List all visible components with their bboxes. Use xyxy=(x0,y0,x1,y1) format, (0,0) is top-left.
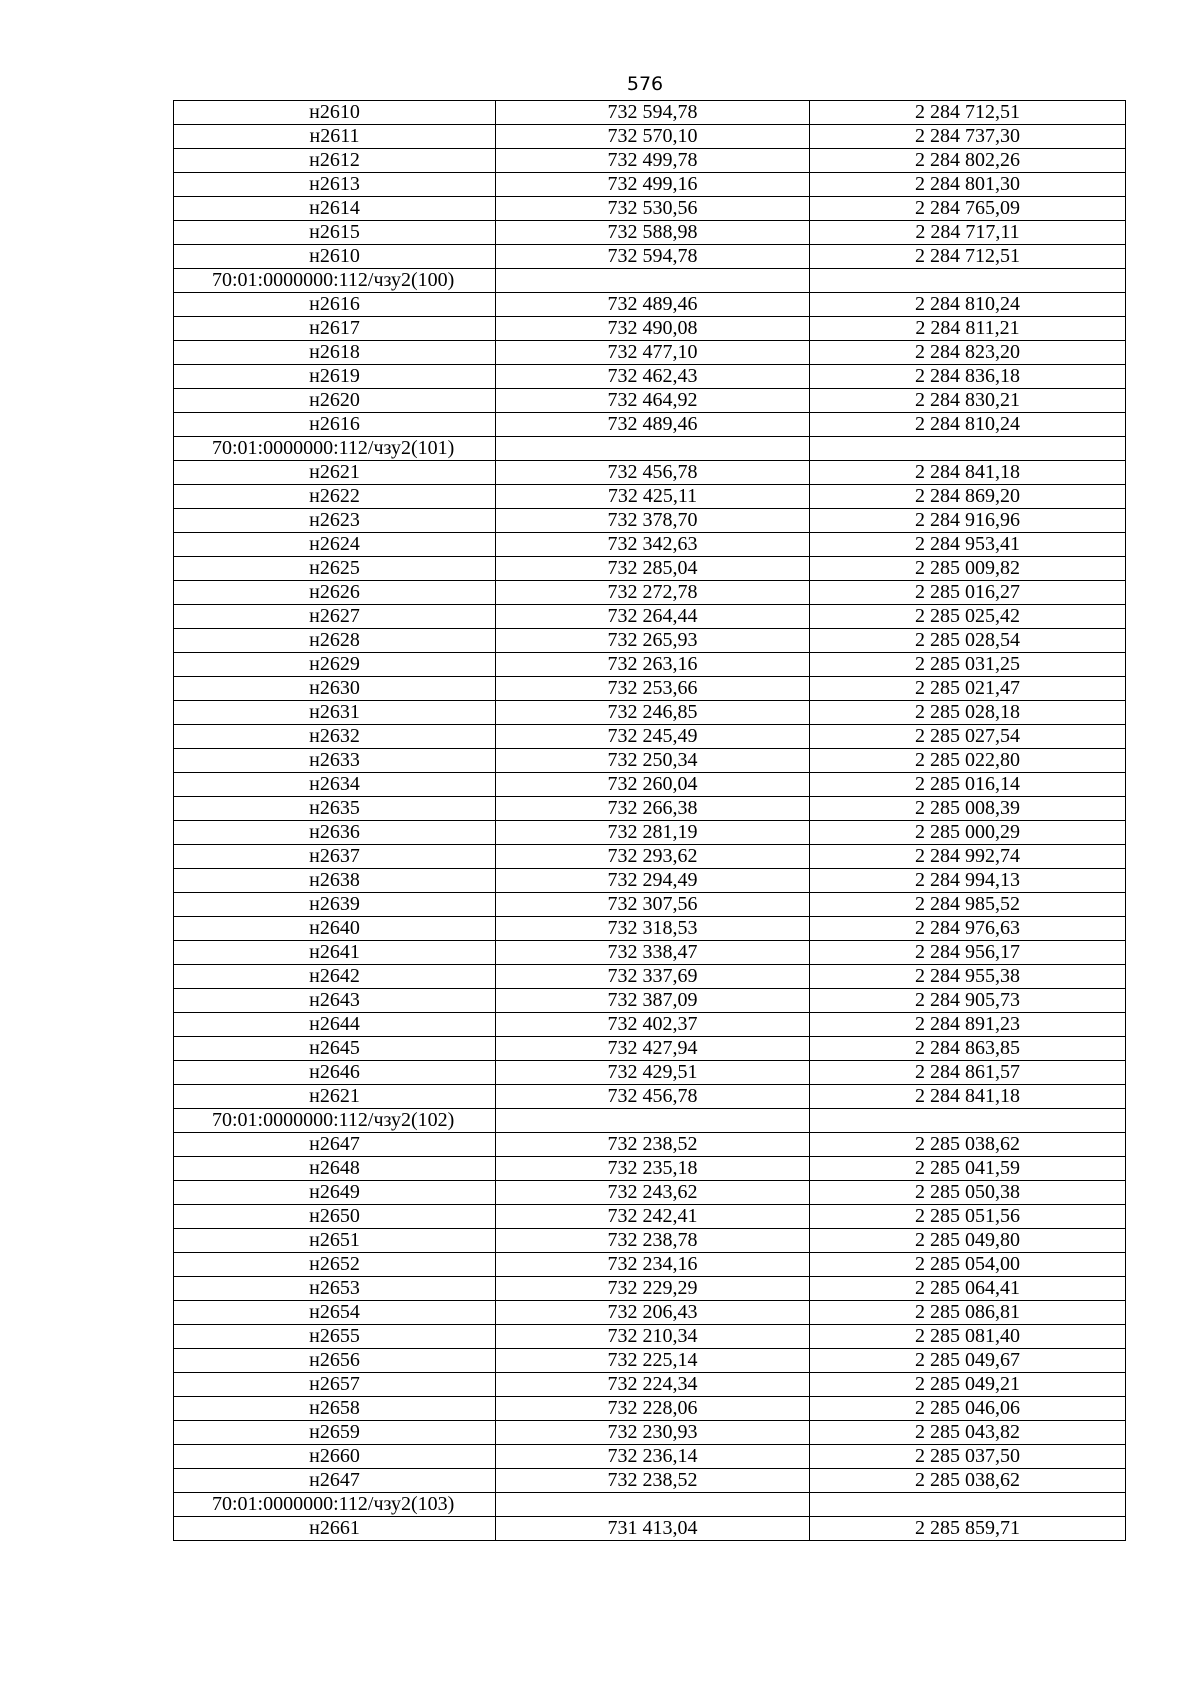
table-row xyxy=(174,173,1126,197)
x-coordinate-cell: 732 293,62 xyxy=(496,845,810,869)
y-coordinate-cell: 2 285 016,27 xyxy=(810,581,1126,605)
x-coordinate-cell: 732 477,10 xyxy=(496,341,810,365)
x-coordinate-cell: 732 594,78 xyxy=(496,101,810,125)
point-name-cell: н2650 xyxy=(174,1205,496,1229)
table-row xyxy=(174,1205,1126,1229)
x-coordinate-cell: 732 281,19 xyxy=(496,821,810,845)
empty-cell xyxy=(496,1109,810,1133)
x-coordinate-cell: 732 238,78 xyxy=(496,1229,810,1253)
x-coordinate-cell: 732 264,44 xyxy=(496,605,810,629)
table-row xyxy=(174,1517,1126,1541)
y-coordinate-cell: 2 285 086,81 xyxy=(810,1301,1126,1325)
y-coordinate-cell: 2 285 054,00 xyxy=(810,1253,1126,1277)
table-row xyxy=(174,1157,1126,1181)
y-coordinate-cell: 2 285 050,38 xyxy=(810,1181,1126,1205)
point-name-cell: н2619 xyxy=(174,365,496,389)
x-coordinate-cell: 732 530,56 xyxy=(496,197,810,221)
table-row xyxy=(174,725,1126,749)
point-name-cell: н2655 xyxy=(174,1325,496,1349)
x-coordinate-cell: 732 285,04 xyxy=(496,557,810,581)
x-coordinate-cell: 731 413,04 xyxy=(496,1517,810,1541)
table-row xyxy=(174,1469,1126,1493)
empty-cell xyxy=(496,269,810,293)
y-coordinate-cell: 2 284 802,26 xyxy=(810,149,1126,173)
section-header-row xyxy=(174,1109,1126,1133)
y-coordinate-cell: 2 285 028,54 xyxy=(810,629,1126,653)
point-name-cell: н2649 xyxy=(174,1181,496,1205)
x-coordinate-cell: 732 490,08 xyxy=(496,317,810,341)
x-coordinate-cell: 732 245,49 xyxy=(496,725,810,749)
x-coordinate-cell: 732 243,62 xyxy=(496,1181,810,1205)
point-name-cell: н2623 xyxy=(174,509,496,533)
empty-cell xyxy=(810,437,1126,461)
y-coordinate-cell: 2 285 028,18 xyxy=(810,701,1126,725)
point-name-cell: н2641 xyxy=(174,941,496,965)
x-coordinate-cell: 732 337,69 xyxy=(496,965,810,989)
x-coordinate-cell: 732 238,52 xyxy=(496,1133,810,1157)
y-coordinate-cell: 2 285 022,80 xyxy=(810,749,1126,773)
y-coordinate-cell: 2 284 916,96 xyxy=(810,509,1126,533)
point-name-cell: н2651 xyxy=(174,1229,496,1253)
y-coordinate-cell: 2 284 953,41 xyxy=(810,533,1126,557)
section-title: 70:01:0000000:112/чзу2(101) xyxy=(174,437,496,461)
table-row xyxy=(174,629,1126,653)
table-row xyxy=(174,341,1126,365)
table-row xyxy=(174,1181,1126,1205)
x-coordinate-cell: 732 588,98 xyxy=(496,221,810,245)
y-coordinate-cell: 2 284 861,57 xyxy=(810,1061,1126,1085)
y-coordinate-cell: 2 284 985,52 xyxy=(810,893,1126,917)
y-coordinate-cell: 2 285 009,82 xyxy=(810,557,1126,581)
point-name-cell: н2618 xyxy=(174,341,496,365)
x-coordinate-cell: 732 499,78 xyxy=(496,149,810,173)
table-row xyxy=(174,1277,1126,1301)
table-row xyxy=(174,1349,1126,1373)
x-coordinate-cell: 732 429,51 xyxy=(496,1061,810,1085)
section-title: 70:01:0000000:112/чзу2(100) xyxy=(174,269,496,293)
y-coordinate-cell: 2 285 049,67 xyxy=(810,1349,1126,1373)
y-coordinate-cell: 2 285 037,50 xyxy=(810,1445,1126,1469)
y-coordinate-cell: 2 284 976,63 xyxy=(810,917,1126,941)
table-row xyxy=(174,1325,1126,1349)
table-row xyxy=(174,485,1126,509)
y-coordinate-cell: 2 285 859,71 xyxy=(810,1517,1126,1541)
y-coordinate-cell: 2 285 025,42 xyxy=(810,605,1126,629)
table-row xyxy=(174,869,1126,893)
x-coordinate-cell: 732 242,41 xyxy=(496,1205,810,1229)
coordinates-table xyxy=(173,100,1126,1541)
table-row xyxy=(174,749,1126,773)
point-name-cell: н2644 xyxy=(174,1013,496,1037)
x-coordinate-cell: 732 318,53 xyxy=(496,917,810,941)
empty-cell xyxy=(810,269,1126,293)
table-row xyxy=(174,773,1126,797)
x-coordinate-cell: 732 338,47 xyxy=(496,941,810,965)
table-row xyxy=(174,389,1126,413)
table-row xyxy=(174,149,1126,173)
y-coordinate-cell: 2 285 041,59 xyxy=(810,1157,1126,1181)
y-coordinate-cell: 2 284 994,13 xyxy=(810,869,1126,893)
y-coordinate-cell: 2 284 810,24 xyxy=(810,413,1126,437)
y-coordinate-cell: 2 284 955,38 xyxy=(810,965,1126,989)
table-row xyxy=(174,677,1126,701)
y-coordinate-cell: 2 285 038,62 xyxy=(810,1133,1126,1157)
point-name-cell: н2645 xyxy=(174,1037,496,1061)
x-coordinate-cell: 732 206,43 xyxy=(496,1301,810,1325)
table-row xyxy=(174,581,1126,605)
table-row xyxy=(174,197,1126,221)
x-coordinate-cell: 732 387,09 xyxy=(496,989,810,1013)
x-coordinate-cell: 732 235,18 xyxy=(496,1157,810,1181)
x-coordinate-cell: 732 378,70 xyxy=(496,509,810,533)
y-coordinate-cell: 2 285 008,39 xyxy=(810,797,1126,821)
table-row xyxy=(174,365,1126,389)
page-number: 576 xyxy=(626,73,664,95)
point-name-cell: н2647 xyxy=(174,1133,496,1157)
point-name-cell: н2617 xyxy=(174,317,496,341)
y-coordinate-cell: 2 284 992,74 xyxy=(810,845,1126,869)
y-coordinate-cell: 2 285 046,06 xyxy=(810,1397,1126,1421)
y-coordinate-cell: 2 285 043,82 xyxy=(810,1421,1126,1445)
table-row xyxy=(174,893,1126,917)
x-coordinate-cell: 732 456,78 xyxy=(496,461,810,485)
point-name-cell: н2654 xyxy=(174,1301,496,1325)
point-name-cell: н2621 xyxy=(174,461,496,485)
point-name-cell: н2624 xyxy=(174,533,496,557)
y-coordinate-cell: 2 285 038,62 xyxy=(810,1469,1126,1493)
table-row xyxy=(174,317,1126,341)
table-row xyxy=(174,605,1126,629)
x-coordinate-cell: 732 246,85 xyxy=(496,701,810,725)
y-coordinate-cell: 2 284 830,21 xyxy=(810,389,1126,413)
x-coordinate-cell: 732 224,34 xyxy=(496,1373,810,1397)
table-row xyxy=(174,797,1126,821)
x-coordinate-cell: 732 236,14 xyxy=(496,1445,810,1469)
x-coordinate-cell: 732 499,16 xyxy=(496,173,810,197)
point-name-cell: н2637 xyxy=(174,845,496,869)
point-name-cell: н2621 xyxy=(174,1085,496,1109)
y-coordinate-cell: 2 284 823,20 xyxy=(810,341,1126,365)
table-row xyxy=(174,1421,1126,1445)
y-coordinate-cell: 2 284 863,85 xyxy=(810,1037,1126,1061)
x-coordinate-cell: 732 238,52 xyxy=(496,1469,810,1493)
point-name-cell: н2639 xyxy=(174,893,496,917)
empty-cell xyxy=(810,1493,1126,1517)
x-coordinate-cell: 732 253,66 xyxy=(496,677,810,701)
table-row xyxy=(174,533,1126,557)
y-coordinate-cell: 2 284 737,30 xyxy=(810,125,1126,149)
point-name-cell: н2632 xyxy=(174,725,496,749)
x-coordinate-cell: 732 489,46 xyxy=(496,293,810,317)
table-row xyxy=(174,413,1126,437)
table-row xyxy=(174,1085,1126,1109)
y-coordinate-cell: 2 285 000,29 xyxy=(810,821,1126,845)
point-name-cell: н2616 xyxy=(174,413,496,437)
table-row xyxy=(174,917,1126,941)
point-name-cell: н2612 xyxy=(174,149,496,173)
point-name-cell: н2661 xyxy=(174,1517,496,1541)
point-name-cell: н2660 xyxy=(174,1445,496,1469)
point-name-cell: н2652 xyxy=(174,1253,496,1277)
point-name-cell: н2633 xyxy=(174,749,496,773)
point-name-cell: н2643 xyxy=(174,989,496,1013)
table-row xyxy=(174,821,1126,845)
y-coordinate-cell: 2 285 031,25 xyxy=(810,653,1126,677)
x-coordinate-cell: 732 265,93 xyxy=(496,629,810,653)
x-coordinate-cell: 732 266,38 xyxy=(496,797,810,821)
x-coordinate-cell: 732 228,06 xyxy=(496,1397,810,1421)
coordinates-table-body xyxy=(174,101,1126,1541)
y-coordinate-cell: 2 284 841,18 xyxy=(810,461,1126,485)
x-coordinate-cell: 732 263,16 xyxy=(496,653,810,677)
y-coordinate-cell: 2 285 049,80 xyxy=(810,1229,1126,1253)
point-name-cell: н2657 xyxy=(174,1373,496,1397)
point-name-cell: н2640 xyxy=(174,917,496,941)
x-coordinate-cell: 732 230,93 xyxy=(496,1421,810,1445)
y-coordinate-cell: 2 284 712,51 xyxy=(810,101,1126,125)
x-coordinate-cell: 732 427,94 xyxy=(496,1037,810,1061)
y-coordinate-cell: 2 284 801,30 xyxy=(810,173,1126,197)
y-coordinate-cell: 2 284 956,17 xyxy=(810,941,1126,965)
point-name-cell: н2653 xyxy=(174,1277,496,1301)
section-header-row xyxy=(174,437,1126,461)
table-row xyxy=(174,1037,1126,1061)
point-name-cell: н2648 xyxy=(174,1157,496,1181)
y-coordinate-cell: 2 284 712,51 xyxy=(810,245,1126,269)
table-row xyxy=(174,1373,1126,1397)
y-coordinate-cell: 2 285 051,56 xyxy=(810,1205,1126,1229)
x-coordinate-cell: 732 250,34 xyxy=(496,749,810,773)
table-row xyxy=(174,509,1126,533)
point-name-cell: н2634 xyxy=(174,773,496,797)
table-row xyxy=(174,653,1126,677)
y-coordinate-cell: 2 285 027,54 xyxy=(810,725,1126,749)
x-coordinate-cell: 732 570,10 xyxy=(496,125,810,149)
x-coordinate-cell: 732 342,63 xyxy=(496,533,810,557)
x-coordinate-cell: 732 462,43 xyxy=(496,365,810,389)
x-coordinate-cell: 732 272,78 xyxy=(496,581,810,605)
empty-cell xyxy=(496,437,810,461)
point-name-cell: н2647 xyxy=(174,1469,496,1493)
table-row xyxy=(174,461,1126,485)
x-coordinate-cell: 732 210,34 xyxy=(496,1325,810,1349)
x-coordinate-cell: 732 225,14 xyxy=(496,1349,810,1373)
x-coordinate-cell: 732 425,11 xyxy=(496,485,810,509)
y-coordinate-cell: 2 284 891,23 xyxy=(810,1013,1126,1037)
point-name-cell: н2638 xyxy=(174,869,496,893)
point-name-cell: н2614 xyxy=(174,197,496,221)
x-coordinate-cell: 732 229,29 xyxy=(496,1277,810,1301)
y-coordinate-cell: 2 284 905,73 xyxy=(810,989,1126,1013)
x-coordinate-cell: 732 294,49 xyxy=(496,869,810,893)
table-row xyxy=(174,1301,1126,1325)
x-coordinate-cell: 732 260,04 xyxy=(496,773,810,797)
point-name-cell: н2622 xyxy=(174,485,496,509)
table-row xyxy=(174,1229,1126,1253)
point-name-cell: н2626 xyxy=(174,581,496,605)
y-coordinate-cell: 2 284 811,21 xyxy=(810,317,1126,341)
point-name-cell: н2629 xyxy=(174,653,496,677)
table-row xyxy=(174,101,1126,125)
point-name-cell: н2620 xyxy=(174,389,496,413)
y-coordinate-cell: 2 285 016,14 xyxy=(810,773,1126,797)
y-coordinate-cell: 2 284 765,09 xyxy=(810,197,1126,221)
table-row xyxy=(174,965,1126,989)
point-name-cell: н2628 xyxy=(174,629,496,653)
y-coordinate-cell: 2 284 841,18 xyxy=(810,1085,1126,1109)
x-coordinate-cell: 732 464,92 xyxy=(496,389,810,413)
point-name-cell: н2610 xyxy=(174,101,496,125)
table-row xyxy=(174,1397,1126,1421)
section-title: 70:01:0000000:112/чзу2(103) xyxy=(174,1493,496,1517)
table-row xyxy=(174,1253,1126,1277)
point-name-cell: н2635 xyxy=(174,797,496,821)
table-row xyxy=(174,125,1126,149)
table-row xyxy=(174,941,1126,965)
section-header-row xyxy=(174,269,1126,293)
table-row xyxy=(174,293,1126,317)
point-name-cell: н2631 xyxy=(174,701,496,725)
point-name-cell: н2611 xyxy=(174,125,496,149)
table-row xyxy=(174,845,1126,869)
empty-cell xyxy=(810,1109,1126,1133)
table-row xyxy=(174,557,1126,581)
y-coordinate-cell: 2 284 869,20 xyxy=(810,485,1126,509)
table-row xyxy=(174,1013,1126,1037)
point-name-cell: н2658 xyxy=(174,1397,496,1421)
point-name-cell: н2636 xyxy=(174,821,496,845)
table-row xyxy=(174,245,1126,269)
y-coordinate-cell: 2 284 836,18 xyxy=(810,365,1126,389)
x-coordinate-cell: 732 307,56 xyxy=(496,893,810,917)
table-row xyxy=(174,1061,1126,1085)
point-name-cell: н2613 xyxy=(174,173,496,197)
x-coordinate-cell: 732 489,46 xyxy=(496,413,810,437)
table-row xyxy=(174,701,1126,725)
point-name-cell: н2627 xyxy=(174,605,496,629)
x-coordinate-cell: 732 594,78 xyxy=(496,245,810,269)
point-name-cell: н2659 xyxy=(174,1421,496,1445)
y-coordinate-cell: 2 284 717,11 xyxy=(810,221,1126,245)
table-row xyxy=(174,1445,1126,1469)
empty-cell xyxy=(496,1493,810,1517)
table-row xyxy=(174,221,1126,245)
table-row xyxy=(174,989,1126,1013)
section-header-row xyxy=(174,1493,1126,1517)
table-row xyxy=(174,1133,1126,1157)
x-coordinate-cell: 732 456,78 xyxy=(496,1085,810,1109)
section-title: 70:01:0000000:112/чзу2(102) xyxy=(174,1109,496,1133)
point-name-cell: н2616 xyxy=(174,293,496,317)
y-coordinate-cell: 2 285 081,40 xyxy=(810,1325,1126,1349)
y-coordinate-cell: 2 285 021,47 xyxy=(810,677,1126,701)
y-coordinate-cell: 2 285 064,41 xyxy=(810,1277,1126,1301)
point-name-cell: н2625 xyxy=(174,557,496,581)
y-coordinate-cell: 2 285 049,21 xyxy=(810,1373,1126,1397)
point-name-cell: н2656 xyxy=(174,1349,496,1373)
x-coordinate-cell: 732 234,16 xyxy=(496,1253,810,1277)
point-name-cell: н2646 xyxy=(174,1061,496,1085)
x-coordinate-cell: 732 402,37 xyxy=(496,1013,810,1037)
point-name-cell: н2642 xyxy=(174,965,496,989)
point-name-cell: н2630 xyxy=(174,677,496,701)
y-coordinate-cell: 2 284 810,24 xyxy=(810,293,1126,317)
point-name-cell: н2610 xyxy=(174,245,496,269)
point-name-cell: н2615 xyxy=(174,221,496,245)
